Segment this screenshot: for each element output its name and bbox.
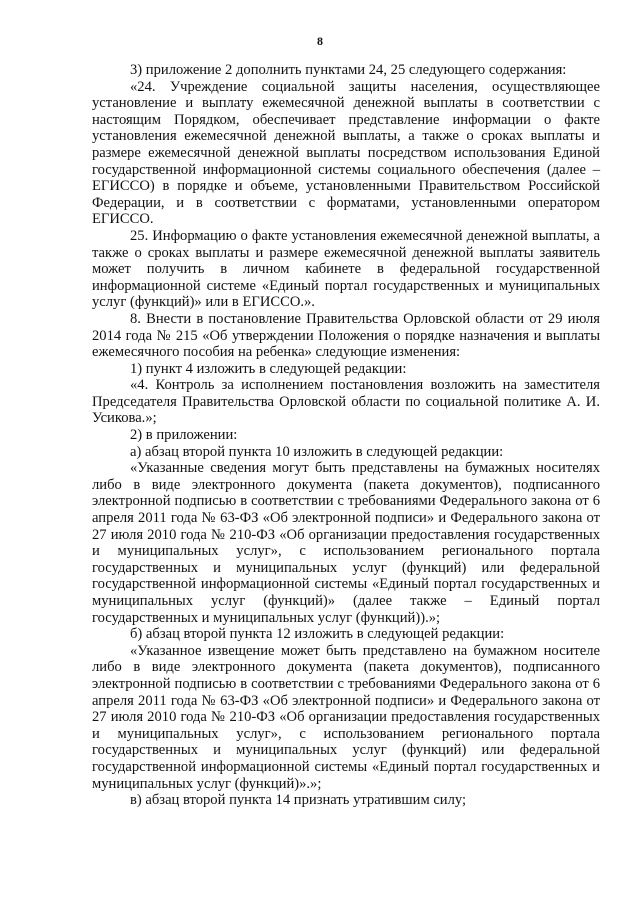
paragraph: «24. Учреждение социальной защиты населения, осуществляющее установление и выплату ежемесячной денежной выплаты в соответствии с настоящим Порядком, обеспечивает представление информации о факте установления ежемесячной денежной выплаты, а также о сроках выплаты и размере ежемесячной денежной выплаты посредством использования Единой государственной информационной системы социального обеспечения (далее – ЕГИССО) в порядке и объеме, установленными Правительством Российской Федерации, и в соответствии с форматами, установленными оператором ЕГИССО. [92,78,600,228]
paragraph: в) абзац второй пункта 14 признать утратившим силу; [130,792,467,809]
page-number: 8 [317,34,323,48]
paragraph: а) абзац второй пункта 10 изложить в следующей редакции: [130,443,504,460]
paragraph: «4. Контроль за исполнением постановления возложить на заместителя Председателя Правительства Орловской области по социальной политике А. И. Усикова.»; [92,377,600,427]
paragraph: «Указанное извещение может быть представлено на бумажном носителе либо в виде электронного документа (пакета документов), подписанного электронной подписью в соответствии с требованиями Федерального закона от 6 апреля 2011 года № 63-ФЗ «Об электронной подписи» и Федерального закона от 27 июля 2010 года № 210-ФЗ «Об организации предоставления государственных и муниципальных услуг», с использованием регионального портала государственных и муниципальных услуг (функций) или федеральной государственной информационной системы «Единый портал государственных и муниципальных услуг (функций)».»; [92,642,600,792]
paragraph: 2) в приложении: [130,427,238,444]
paragraph: 8. Внести в постановление Правительства Орловской области от 29 июля 2014 года № 215 «Об утверждении Положения о порядке назначения и выплаты ежемесячного пособия на ребенка» следующие изменения: [92,310,600,361]
paragraph: 25. Информацию о факте установления ежемесячной денежной выплаты, а также о сроках выплаты и размере ежемесячной денежной выплаты заявитель может получить в личном кабинете в федеральной государственной информационной системе «Единый портал государственных и муниципальных услуг (функций)» или в ЕГИССО.». [92,227,600,311]
paragraph: 1) пункт 4 изложить в следующей редакции: [130,360,407,377]
paragraph: 3) приложение 2 дополнить пунктами 24, 25 следующего содержания: [130,62,567,78]
paragraph: «Указанные сведения могут быть представлены на бумажных носителях либо в виде электронного документа (пакета документов), подписанного электронной подписью в соответствии с требованиями Федерального закона от 6 апреля 2011 года № 63-ФЗ «Об электронной подписи» и Федерального закона от 27 июля 2010 года № 210-ФЗ «Об организации предоставления государственных и муниципальных услуг», с использованием регионального портала государственных и муниципальных услуг (функций) или федеральной государственной информационной системы «Единый портал государственных и муниципальных услуг (функций)» (далее также – Единый портал государственных и муниципальных услуг (функций)).»; [92,460,600,626]
document-body [92,62,600,809]
paragraph: б) абзац второй пункта 12 изложить в следующей редакции: [130,626,505,643]
